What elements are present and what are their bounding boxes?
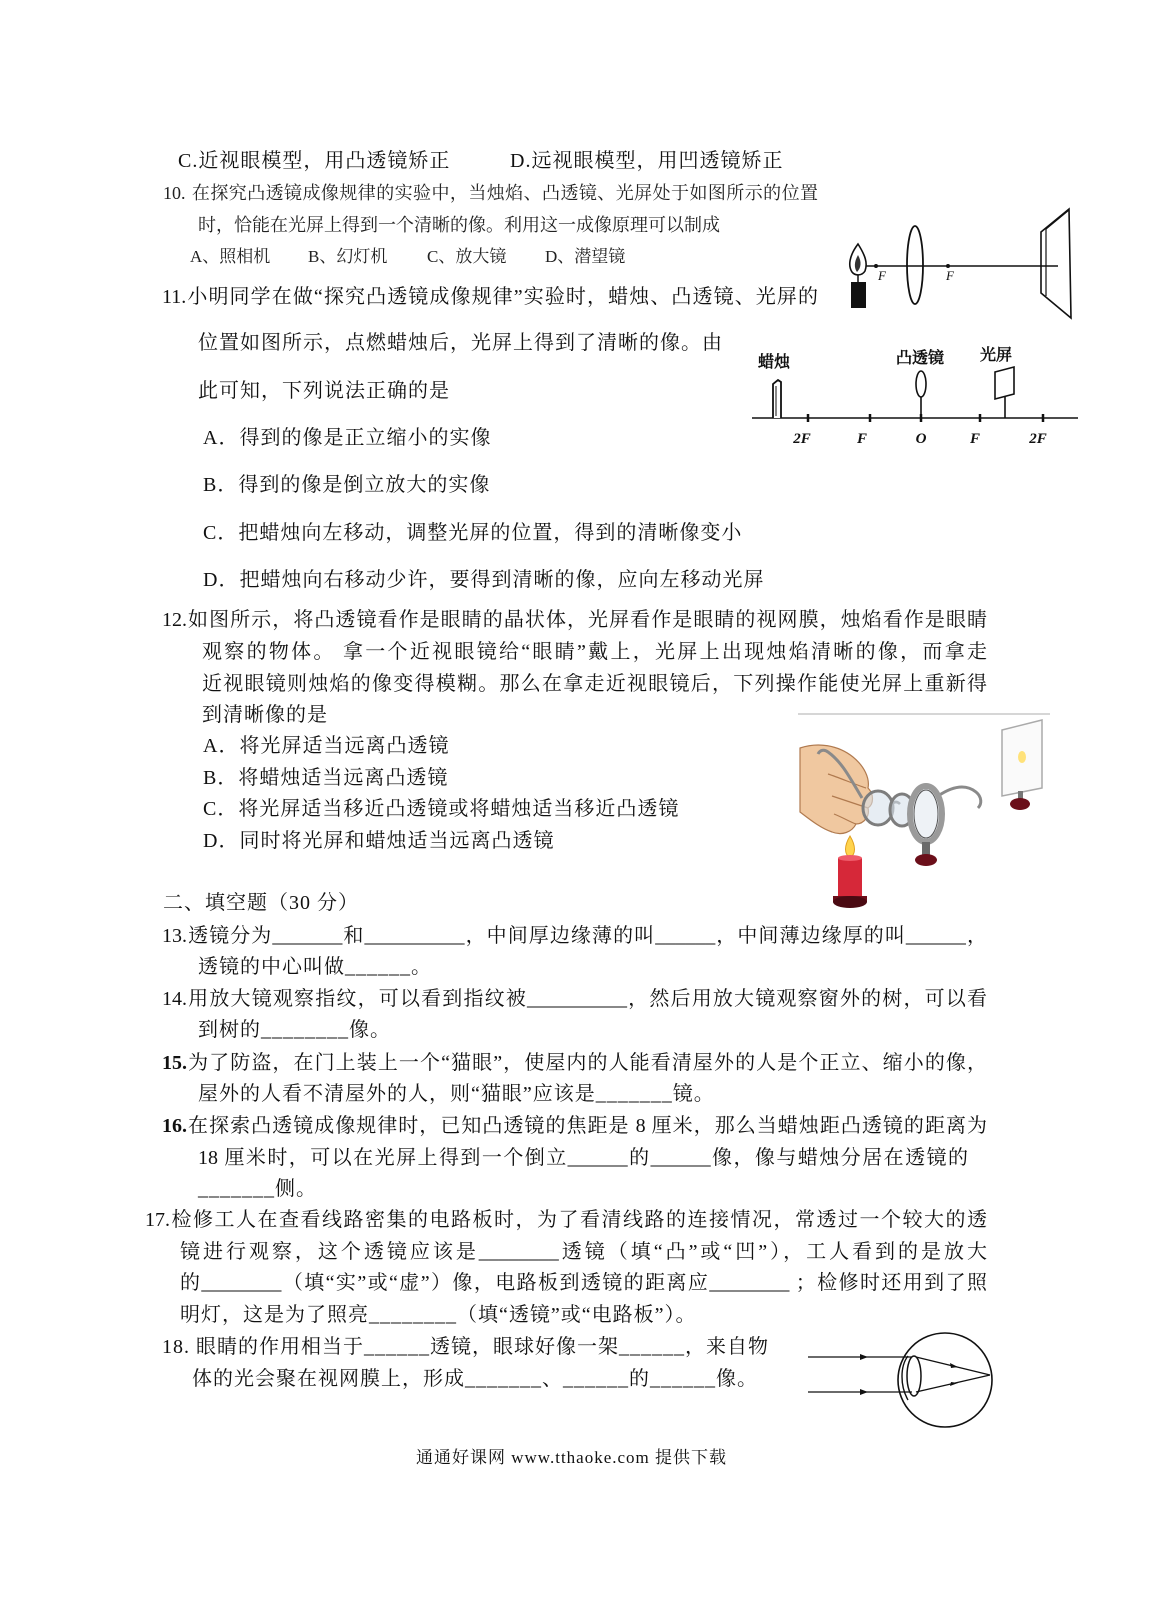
q12-line-4: 到清晰像的是 (202, 704, 328, 726)
q16-line-1 (162, 1114, 987, 1138)
q12-option-d: D．同时将光屏和蜡烛适当远离凸透镜 (203, 830, 555, 852)
q18-figure-eye-diagram (804, 1328, 996, 1434)
q17-line-4: 明灯，这是为了照亮________（填“透镜”或“电路板”）。 (180, 1304, 697, 1326)
q14-line-2: 到树的________像。 (198, 1019, 391, 1041)
q9-option-d: D.远视眼模型，用凹透镜矫正 (510, 150, 784, 172)
q15-line-1 (162, 1051, 987, 1075)
q11-line-3: 此可知，下列说法正确的是 (198, 380, 450, 402)
light-screen (995, 367, 1014, 418)
question-text: 用放大镜观察指纹，可以看到指纹被__________，然后用放大镜观察窗外的树，可以看 (187, 988, 987, 1010)
q11-option-d: D．把蜡烛向右移动少许，要得到清晰的像，应向左移动光屏 (203, 569, 765, 591)
q11-option-b: B．得到的像是倒立放大的实像 (203, 474, 491, 496)
q10-option-c: C、放大镜 (427, 247, 507, 266)
q12-option-b: B．将蜡烛适当远离凸透镜 (203, 767, 449, 789)
q10-line-2: 时，恰能在光屏上得到一个清晰的像。利用这一成像原理可以制成 (198, 215, 720, 235)
candle (833, 836, 867, 908)
q12-line-1 (162, 608, 987, 632)
question-number: 13. (162, 925, 187, 947)
q17-line-2: 镜进行观察，这个透镜应该是________透镜（填“凸”或“凹”），工人看到的是放大 (180, 1241, 987, 1263)
q13-line-2: 透镜的中心叫做______。 (198, 956, 432, 978)
q18-line-2: 体的光会聚在视网膜上，形成_______、______的______像。 (192, 1368, 758, 1390)
question-text: 眼睛的作用相当于______透镜，眼球好像一架______，来自物 (196, 1336, 769, 1358)
question-number: 12. (162, 609, 187, 631)
eye-lens (907, 1356, 921, 1396)
convex-lens (916, 371, 926, 418)
q9-option-c: C.近视眼模型，用凸透镜矫正 (178, 150, 451, 172)
question-number: 11. (162, 286, 187, 308)
axis-label-origin: O (915, 431, 927, 447)
q12-option-c: C．将光屏适当移近凸透镜或将蜡烛适当移近凸透镜 (203, 798, 680, 820)
convex-lens (907, 226, 923, 304)
q17-line-3: 的________（填“实”或“虚”）像，电路板到透镜的距离应________ ；检修时还用到了照 (180, 1272, 987, 1294)
q10-figure-lens-setup (840, 200, 1080, 322)
question-text: 如图所示，将凸透镜看作是眼睛的晶状体，光屏看作是眼睛的视网膜，烛焰看作是眼睛 (187, 609, 987, 631)
candle (850, 244, 866, 308)
light-screen (1041, 209, 1071, 318)
q10-option-a: A、照相机 (190, 247, 271, 266)
q11-line-1 (162, 285, 818, 309)
q12-line-3: 近视眼镜则烛焰的像变得模糊。那么在拿走近视眼镜后，下列操作能使光屏上重新得 (202, 673, 987, 695)
question-number: 17. (145, 1209, 170, 1231)
question-text: 检修工人在查看线路密集的电路板时，为了看清线路的连接情况，常透过一个较大的透 (170, 1209, 987, 1231)
q14-line-1 (162, 987, 987, 1011)
converging-rays (916, 1357, 990, 1392)
q10-option-b: B、幻灯机 (308, 247, 388, 266)
page-footer: 通通好课网 www.tthaoke.com 提供下载 (416, 1448, 728, 1467)
question-text: 在探究凸透镜成像规律的实验中，当烛焰、凸透镜、光屏处于如图所示的位置 (191, 183, 818, 203)
q10-option-d: D、潜望镜 (545, 247, 626, 266)
question-number: 10. (163, 183, 186, 203)
q12-option-a: A．将光屏适当远离凸透镜 (203, 735, 450, 757)
candle-label: 蜡烛 (757, 352, 791, 371)
lens-label: 凸透镜 (895, 348, 945, 367)
q17-line-1 (145, 1208, 987, 1232)
focus-label-right: F (946, 268, 954, 283)
question-text: 为了防盗，在门上装上一个“猫眼”，使屋内的人能看清屋外的人是个正立、缩小的像， (187, 1052, 987, 1074)
q18-line-1 (162, 1335, 769, 1359)
q12-figure-eye-model (798, 712, 1053, 917)
parallel-light-rays (808, 1354, 912, 1395)
focus-label-left: F (878, 268, 886, 283)
question-number: 14. (162, 988, 187, 1010)
question-number: 18. (162, 1336, 190, 1358)
light-screen (1002, 720, 1042, 810)
q11-line-2: 位置如图所示，点燃蜡烛后，光屏上得到了清晰的像。由 (198, 332, 723, 354)
q16-line-3: _______侧。 (198, 1178, 317, 1200)
q15-line-2: 屋外的人看不清屋外的人，则“猫眼”应该是_______镜。 (198, 1083, 715, 1105)
question-number: 15. (162, 1052, 187, 1074)
question-number: 16. (162, 1115, 187, 1137)
q11-option-a: A．得到的像是正立缩小的实像 (203, 427, 492, 449)
q11-option-c: C．把蜡烛向左移动，调整光屏的位置，得到的清晰像变小 (203, 522, 743, 544)
axis-label-f-left: F (856, 431, 868, 447)
question-text: 在探索凸透镜成像规律时，已知凸透镜的焦距是 8 厘米，那么当蜡烛距凸透镜的距离为 (187, 1115, 987, 1137)
question-text: 透镜分为_______和__________，中间厚边缘薄的叫______，中间薄边缘厚的叫______， (187, 925, 987, 947)
candle (773, 380, 781, 418)
q12-line-2: 观察的物体。 拿一个近视眼镜给“眼睛”戴上，光屏上出现烛焰清晰的像，而拿走 (202, 641, 987, 663)
axis-label-f-right: F (969, 431, 981, 447)
question-text: 小明同学在做“探究凸透镜成像规律”实验时，蜡烛、凸透镜、光屏的 (186, 286, 818, 308)
section-title-fill-in: 二、填空题（30 分） (163, 892, 359, 914)
q13-line-1 (162, 924, 987, 948)
screen-label: 光屏 (979, 345, 1013, 364)
q10-line-1 (163, 181, 818, 205)
convex-lens-on-stand (910, 786, 942, 866)
axis-label-2f-left: 2F (793, 431, 811, 447)
axis-label-2f-right: 2F (1029, 431, 1047, 447)
q16-line-2: 18 厘米时，可以在光屏上得到一个倒立______的______像，像与蜡烛分居在透镜的 (198, 1147, 968, 1169)
q11-figure-optical-bench (748, 340, 1083, 455)
